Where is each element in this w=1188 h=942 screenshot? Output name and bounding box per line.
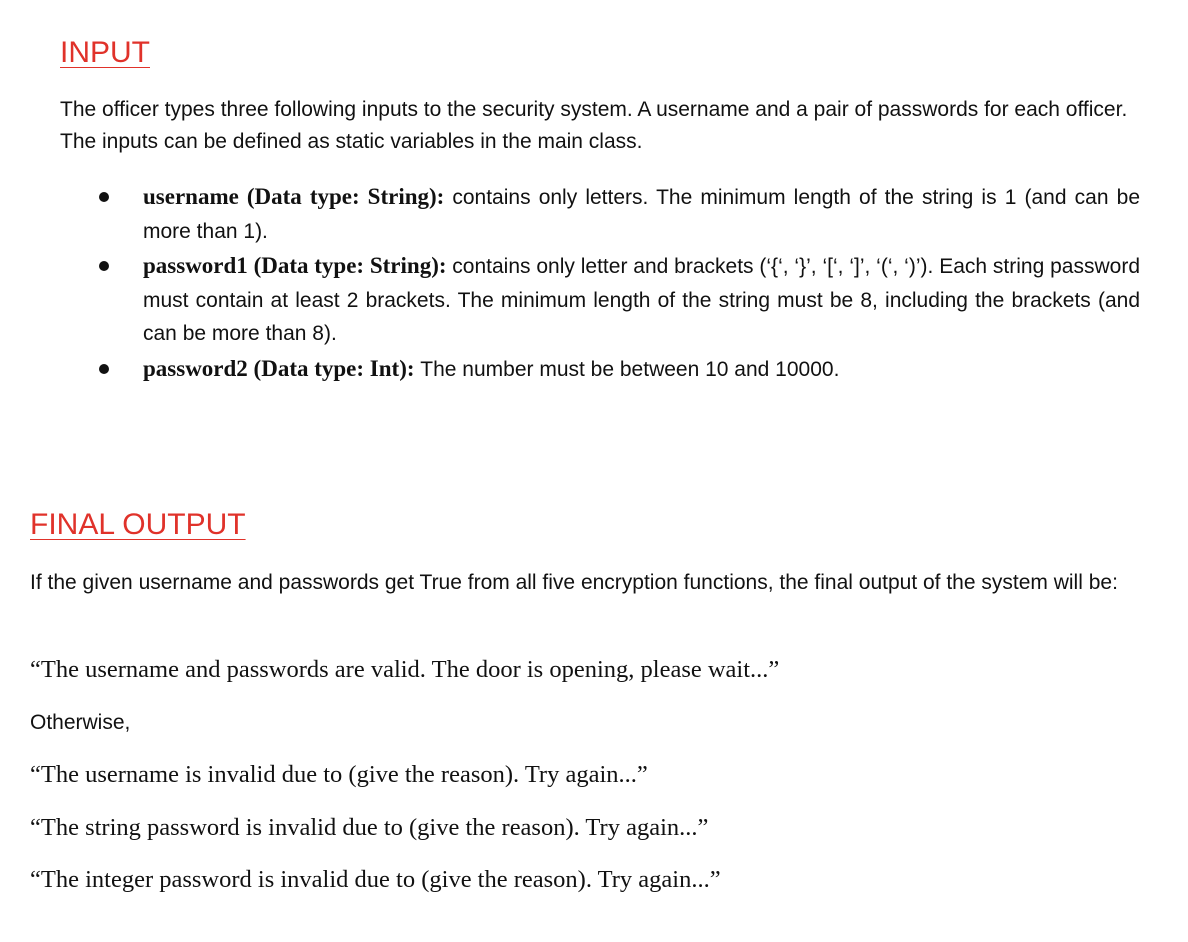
input-intro-paragraph: The officer types three following inputs to the security system. A username and a pair of passwords for each officer. The inputs can be defined as static variables in the main class. bbox=[60, 98, 1128, 153]
invalid-username-message: “The username is invalid due to (give the reason). Try again...” bbox=[30, 761, 648, 788]
bullet-term: username (Data type: String): bbox=[143, 184, 453, 209]
bullet-dot-icon bbox=[99, 364, 109, 374]
bullet-username bbox=[60, 180, 1140, 248]
output-intro-paragraph: If the given username and passwords get True from all five encryption functions, the final output of the system will be: bbox=[30, 571, 1118, 594]
bullet-term: password2 (Data type: Int): bbox=[143, 355, 421, 381]
bullet-password1 bbox=[60, 249, 1140, 351]
bullet-password2 bbox=[60, 352, 1140, 387]
bullet-dot-icon bbox=[99, 261, 109, 271]
final-output-heading: FINAL OUTPUT bbox=[30, 508, 246, 541]
bullet-text: The number must be between 10 and 10000. bbox=[420, 357, 840, 381]
bullet-text: contains only letters. The minimum length of the string is 1 (and can be more than 1). bbox=[143, 186, 1140, 243]
invalid-integer-password-message: “The integer password is invalid due to (give the reason). Try again...” bbox=[30, 866, 721, 893]
bullet-text: contains only letter and brackets (‘{‘, ‘}’, ‘[‘, ‘]’, ‘(‘, ‘)’). Each string password must contain at least 2 brackets. The minimum length of the string must be 8, including the brackets (and can be more than 8). bbox=[143, 255, 1140, 345]
valid-message: “The username and passwords are valid. The door is opening, please wait...” bbox=[30, 656, 780, 683]
otherwise-label: Otherwise, bbox=[30, 711, 131, 734]
invalid-string-password-message: “The string password is invalid due to (give the reason). Try again...” bbox=[30, 814, 709, 841]
input-bullet-list bbox=[60, 180, 1140, 387]
input-heading: INPUT bbox=[60, 36, 150, 69]
bullet-term: password1 (Data type: String): bbox=[143, 253, 453, 278]
bullet-dot-icon bbox=[99, 192, 109, 202]
